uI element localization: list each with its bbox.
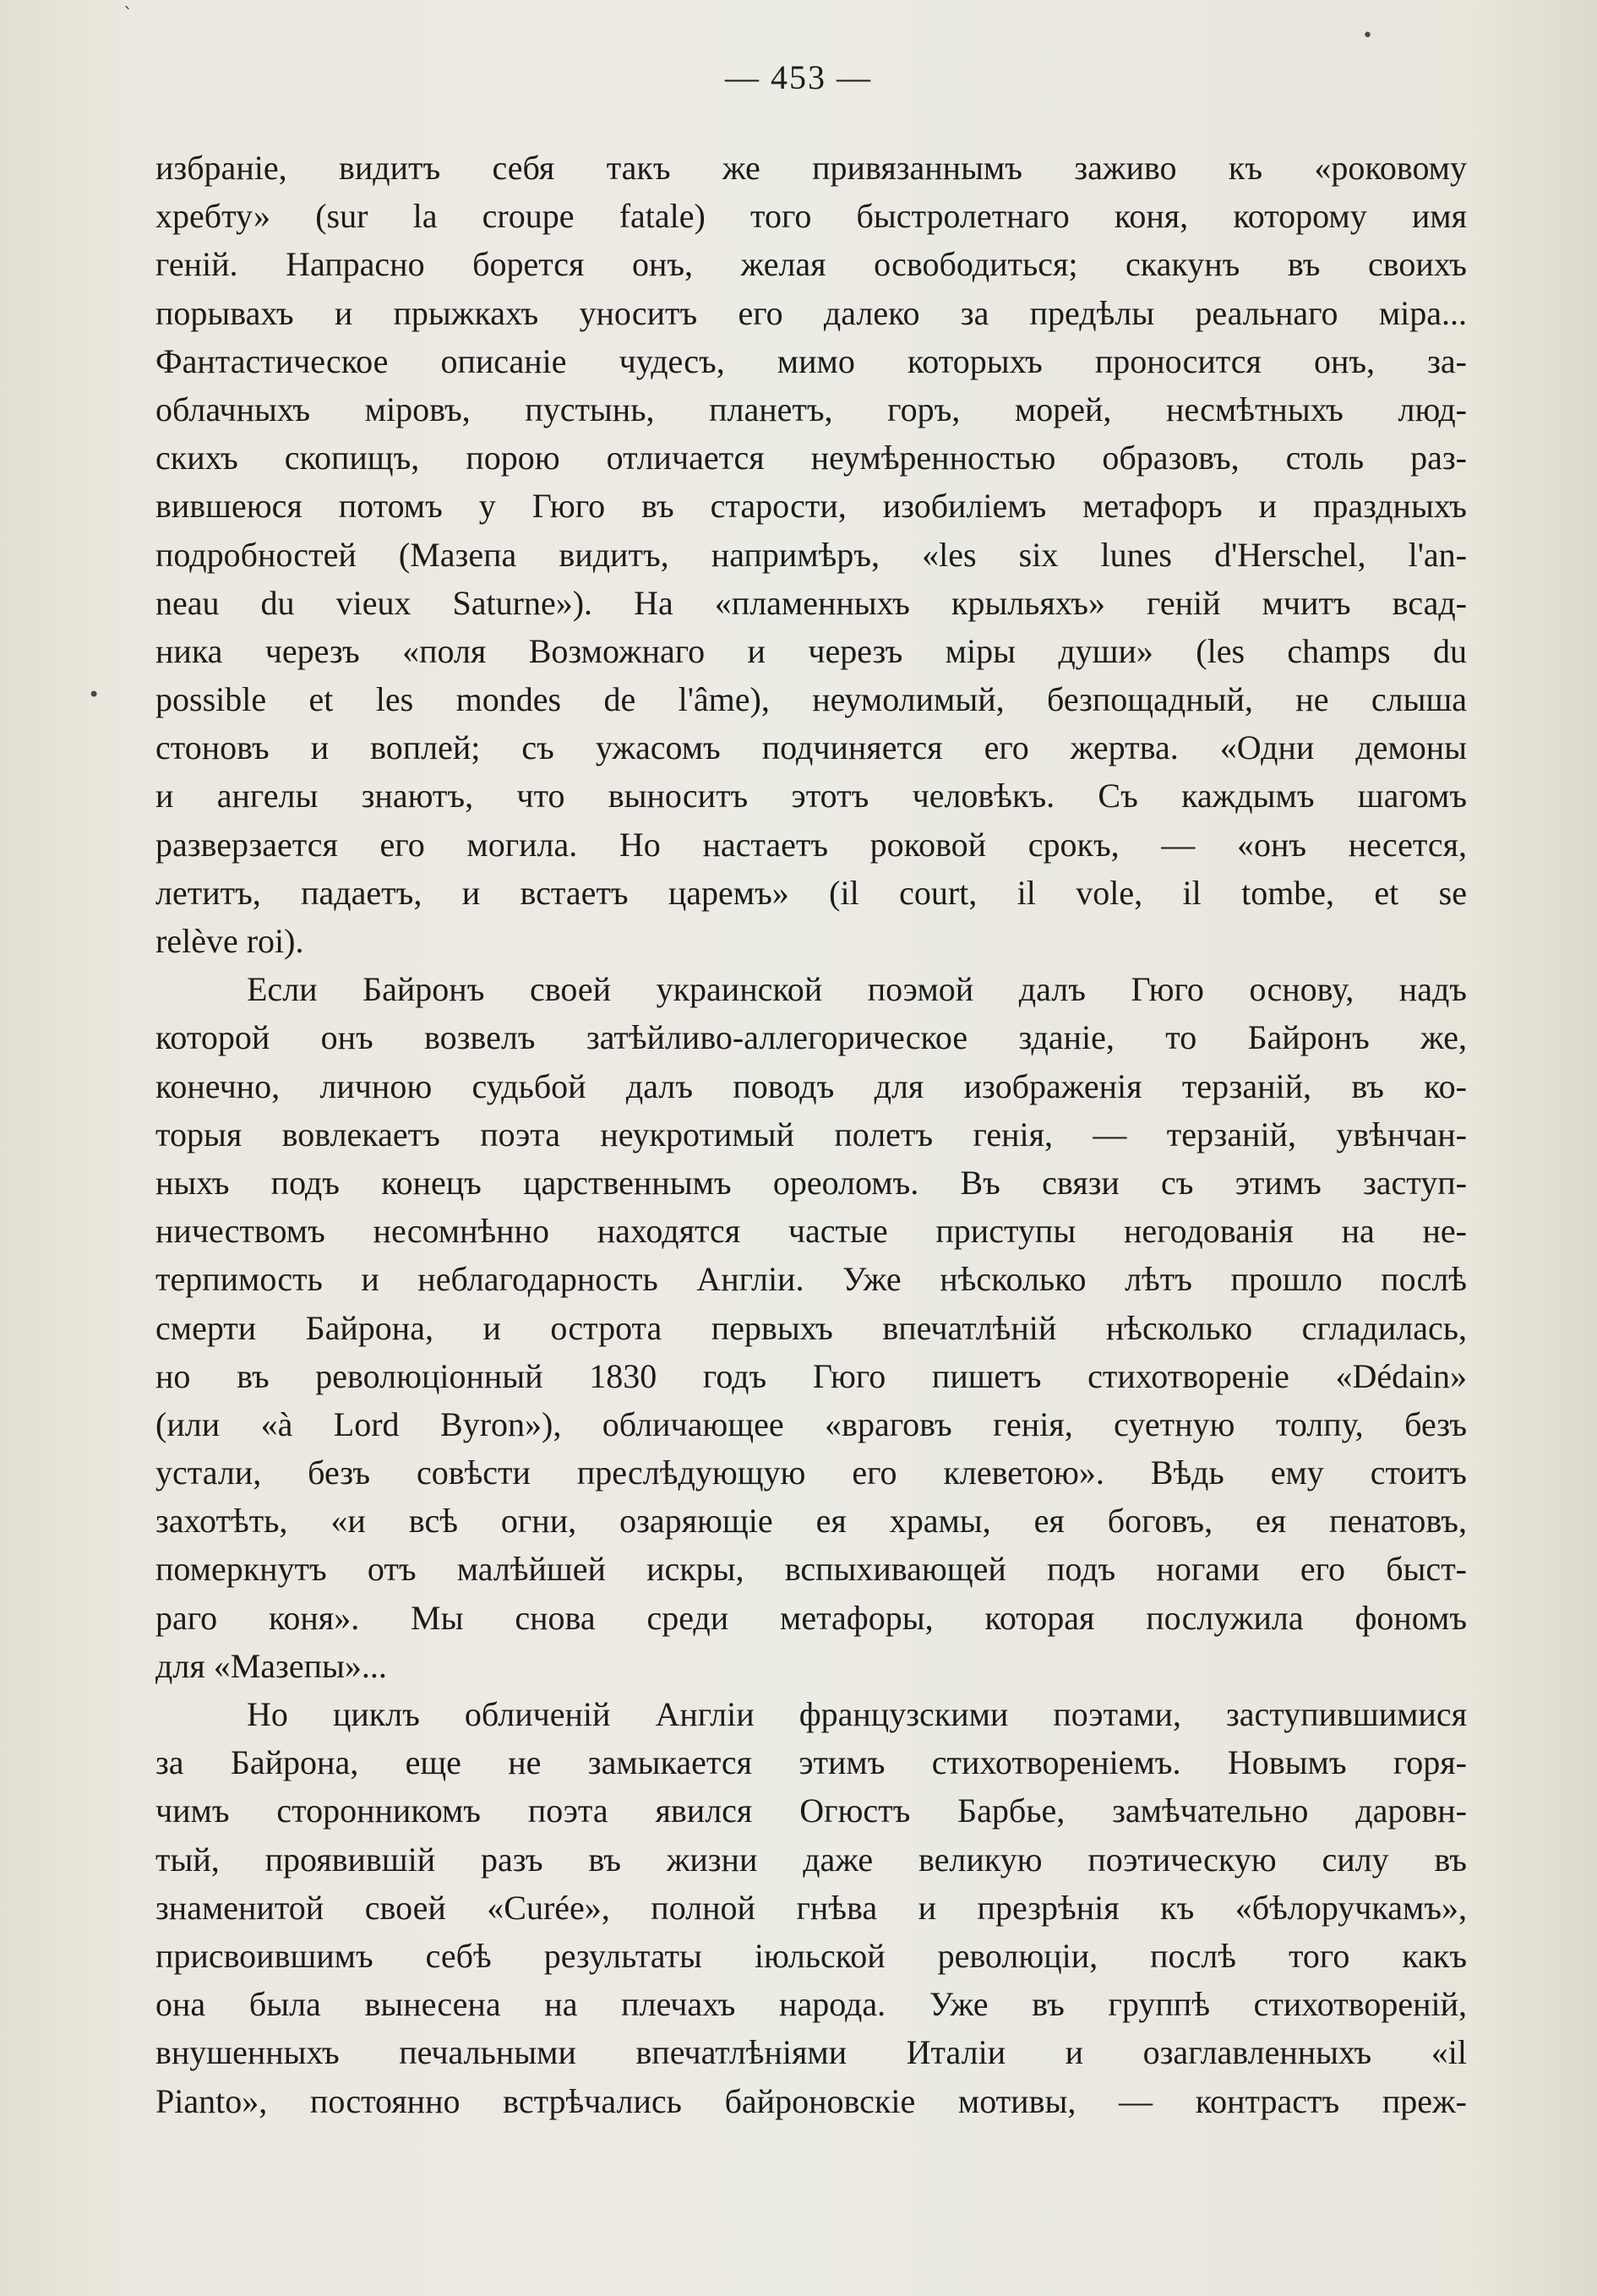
text-line: relève roi). (155, 922, 304, 960)
text-line: геній. Напрасно борется онъ, желая освободиться; скакунъ въ своихъ (155, 245, 1467, 284)
text-line: за Байрона, еще не замыкается этимъ стихотвореніемъ. Новымъ горя- (155, 1743, 1467, 1782)
text-line: стоновъ и воплей; съ ужасомъ подчиняется его жертва. «Одни демоны (155, 728, 1467, 767)
text-line: и ангелы знаютъ, что выноситъ этотъ человѣкъ. Съ каждымъ шагомъ (155, 777, 1467, 815)
text-line: чимъ сторонникомъ поэта явился Огюстъ Барбье, замѣчательно даровн- (155, 1792, 1467, 1830)
text-line: скихъ скопищъ, порою отличается неумѣренностью образовъ, столь раз- (155, 439, 1467, 477)
text-line: ника черезъ «поля Возможнаго и черезъ міры души» (les champs du (155, 631, 1467, 670)
text-line: которой онъ возвелъ затѣйливо-аллегорическое зданіе, то Байронъ же, (155, 1018, 1467, 1057)
body-text (155, 144, 1467, 2125)
text-line: терпимость и неблагодарность Англіи. Уже нѣсколько лѣтъ прошло послѣ (155, 1260, 1467, 1299)
text-line: знаменитой своей «Curée», полной гнѣва и презрѣнія къ «бѣлоручкамъ», (155, 1888, 1467, 1927)
text-line: она была вынесена на плечахъ народа. Уже въ группѣ стихотвореній, (155, 1985, 1467, 2024)
text-line: neau du vieux Saturne»). На «пламенныхъ крыльяхъ» геній мчитъ всад- (155, 583, 1467, 622)
text-line: хребту» (sur la croupe fatale) того быстролетнаго коня, которому имя (155, 197, 1467, 236)
text-line: торыя вовлекаетъ поэта неукротимый полетъ генія, — терзаній, увѣнчан- (155, 1115, 1467, 1153)
text-line: но въ революціонный 1830 годъ Гюго пишетъ стихотвореніе «Dédain» (155, 1356, 1467, 1395)
text-line: вившеюся потомъ у Гюго въ старости, изобиліемъ метафоръ и праздныхъ (155, 487, 1467, 526)
text-line: внушенныхъ печальными впечатлѣніями Италіи и озаглавленныхъ «il (155, 2033, 1467, 2072)
text-line: раго коня». Мы снова среди метафоры, которая послужила фономъ (155, 1598, 1467, 1637)
paragraph-1 (155, 144, 1467, 965)
text-line: облачныхъ міровъ, пустынь, планетъ, горъ, морей, несмѣтныхъ люд- (155, 390, 1467, 428)
text-line: possible et les mondes de l'âme), неумолимый, безпощадный, не слыша (155, 680, 1467, 719)
page-number: — 453 — (725, 58, 872, 96)
text-line: Pianto», постоянно встрѣчались байроновскіе мотивы, — контрастъ преж- (155, 2081, 1467, 2120)
paragraph-2 (155, 965, 1467, 1690)
text-line: (или «à Lord Byron»), обличающее «враговъ генія, суетную толпу, безъ (155, 1404, 1467, 1443)
text-line: ничествомъ несомнѣнно находятся частые приступы негодованія на не- (155, 1212, 1467, 1251)
text-line: устали, безъ совѣсти преслѣдующую его клеветою». Вѣдь ему стоитъ (155, 1453, 1467, 1492)
text-line: для «Мазепы»... (155, 1646, 387, 1685)
text-line: померкнутъ отъ малѣйшей искры, вспыхивающей подъ ногами его быст- (155, 1550, 1467, 1589)
text-line: Если Байронъ своей украинской поэмой далъ Гюго основу, надъ (247, 970, 1467, 1009)
text-line: тый, проявившій разъ въ жизни даже великую поэтическую силу въ (155, 1840, 1467, 1879)
text-line: подробностей (Мазепа видитъ, напримѣръ, «les six lunes d'Herschel, l'an- (155, 535, 1467, 574)
margin-dot: • (88, 683, 101, 706)
text-line: присвоившимъ себѣ результаты іюльской революціи, послѣ того какъ (155, 1936, 1467, 1975)
text-line: летитъ, падаетъ, и встаетъ царемъ» (il court, il vole, il tombe, et se (155, 873, 1467, 912)
text-line: избраніе, видитъ себя такъ же привязаннымъ заживо къ «роковому (155, 149, 1467, 187)
text-line: порывахъ и прыжкахъ уноситъ его далеко за предѣлы реальнаго міра... (155, 293, 1467, 332)
text-line: ныхъ подъ конецъ царственнымъ ореоломъ. Въ связи съ этимъ заступ- (155, 1163, 1467, 1202)
text-line: захотѣть, «и всѣ огни, озаряющіе ея храмы, ея боговъ, ея пенатовъ, (155, 1502, 1467, 1541)
text-line: Фантастическое описаніе чудесъ, мимо которыхъ проносится онъ, за- (155, 341, 1467, 380)
paragraph-3 (155, 1690, 1467, 2125)
stray-mark: • (1362, 25, 1373, 46)
text-line: Но циклъ обличеній Англіи французскими поэтами, заступившимися (247, 1695, 1467, 1733)
text-line: конечно, личною судьбой далъ поводъ для изображенія терзаній, въ ко- (155, 1066, 1467, 1105)
text-line: разверзается его могила. Но настаетъ роковой срокъ, — «онъ несется, (155, 825, 1467, 864)
stray-mark: ˋ (123, 5, 133, 26)
text-line: смерти Байрона, и острота первыхъ впечатлѣній нѣсколько сгладилась, (155, 1308, 1467, 1347)
